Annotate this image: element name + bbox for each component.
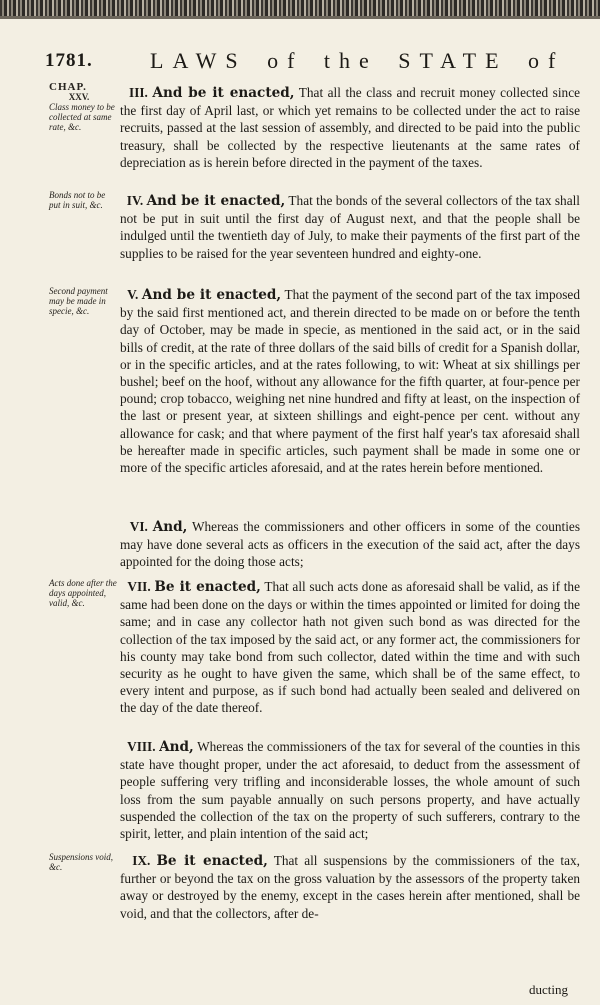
section-lead: And, xyxy=(159,739,194,755)
running-title: LAWS of the STATE of xyxy=(150,48,565,73)
section-number: VI. xyxy=(129,519,148,534)
section-text: That all such acts done as aforesaid shall be valid, as if the same had been done on the days or within the times appointed or limited for doing the same; and in case any collector hath not given such bond as was directed for the collection of the tax imposed by the said act, or any former act, the commissioners for his county may take bond from such collector, dated within the time and with such security as he ought to have given the same, which shall be of the same effect, to every intent and purpose, as if such bond had actually been sealed and delivered on the day of the date thereof. xyxy=(120,579,580,716)
margin-note-class-money xyxy=(49,82,117,132)
section-3 xyxy=(120,84,580,171)
section-text: That all the class and recruit money collected since the first day of April last, or which yet remains to be collected under the act to raise recruits, passed at the last session of assembly, and directed to be paid into the public treasury, shall be collected by the respective lieutenants at the same rates of depreciation as is herein before directed in the payment of the taxes. xyxy=(120,85,580,170)
section-lead: Be it enacted, xyxy=(156,853,268,869)
chapter-label: CHAP. xyxy=(49,81,87,93)
margin-note-text: Class money to be collected at same rate, &c. xyxy=(49,102,115,132)
margin-note-bonds: Bonds not to be put in suit, &c. xyxy=(49,190,106,210)
section-text: Whereas the commissioners of the tax for several of the counties in this state have thought proper, under the act aforesaid, to deduct from the assessment of people suffering very trifling and inconsiderable losses, the whole amount of such loss from the sum payable annually on such persons property, and have actually suspended the collection of the tax on the property of such sufferers, contrary to the spirit, letter, and plain intention of the said act; xyxy=(120,739,581,842)
section-lead: And be it enacted, xyxy=(141,287,282,303)
margin-note-second-payment: Second payment may be made in specie, &c. xyxy=(49,286,108,316)
top-border-band xyxy=(0,0,600,16)
section-lead: Be it enacted, xyxy=(154,579,261,595)
section-number: V. xyxy=(127,287,139,302)
margin-note-suspensions: Suspensions void, &c. xyxy=(49,852,113,872)
section-4 xyxy=(120,192,580,262)
section-text: That the payment of the second part of the tax imposed by the said first mentioned act, and therein directed to be made on or before the tenth day of October, may be made in specie, as mentioned in the said act, or in the said bills of credit, at the rate of three dollars of the said bills of credit for a Spanish dollar, or in the specific articles, and at the rates following, to wit: Wheat at six shillings per bushel; beef on the hoof, without any allowance for the fifth quarter, at four-pence per pound; crop tobacco, weighing net nine hundred and fifty at least, on the inspection of the last or present year, at sixteen shillings and eight-pence per cent. without any allowance for cask; and that where payment of the first half year's tax aforesaid shall be hereafter made in specific articles, such payment shall be made in some one or more of the specific articles aforesaid, and at the rates herein before mentioned. xyxy=(120,287,580,476)
margin-note-acts-done: Acts done after the days appointed, valid, &c. xyxy=(49,578,117,608)
page-year: 1781. xyxy=(45,50,93,71)
section-text: That the bonds of the several collectors of the tax shall not be put in suit until the first day of August next, and that the people shall be indulged until the twentieth day of July, to make their payments of the first part of the supplies to be raised for the year seventeen hundred and eighty-one. xyxy=(120,193,580,261)
section-lead: And be it enacted, xyxy=(146,193,286,209)
section-9 xyxy=(120,852,580,922)
section-8 xyxy=(120,738,580,842)
chapter-number: XXV. xyxy=(68,92,90,102)
top-border-rule xyxy=(0,16,600,19)
catchword: ducting xyxy=(529,982,568,997)
section-number: IX. xyxy=(132,853,151,868)
section-lead: And be it enacted, xyxy=(152,85,295,101)
section-text: Whereas the commissioners and other officers in some of the counties may have done several acts as officers in the execution of the said act, after the days appointed for the doing those acts; xyxy=(120,519,580,570)
page-header xyxy=(0,46,600,80)
section-text: That all suspensions by the commissioners of the tax, further or beyond the tax on the gross valuation by the assessors of the property taken away or destroyed by the enemy, except in the cases herein after mentioned, shall be void, and that the collectors, after de- xyxy=(120,853,580,921)
section-number: VIII. xyxy=(127,739,156,754)
section-number: IV. xyxy=(126,193,144,208)
section-5 xyxy=(120,286,580,476)
section-number: VII. xyxy=(127,579,151,594)
section-7 xyxy=(120,578,580,717)
section-lead: And, xyxy=(152,519,188,535)
section-6 xyxy=(120,518,580,571)
section-number: III. xyxy=(129,85,148,100)
